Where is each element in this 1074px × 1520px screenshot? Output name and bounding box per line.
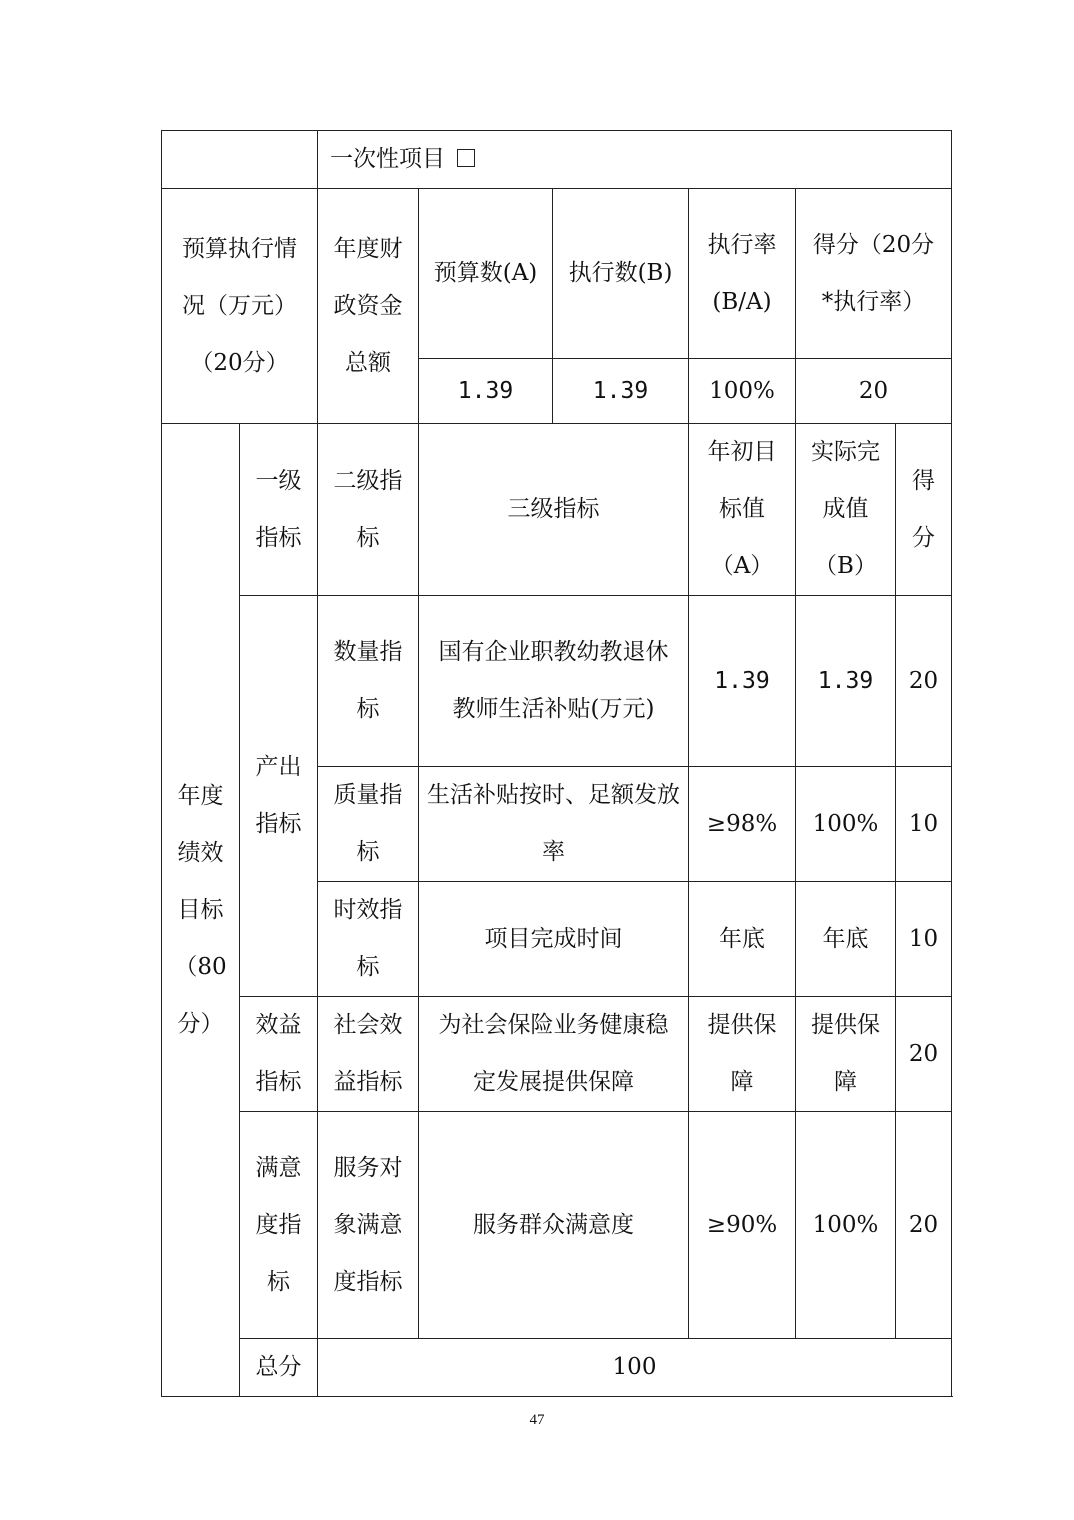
header-score: 得分 [896, 424, 952, 596]
header-target: 年初目标值（A） [689, 424, 796, 596]
score-value: 20 [796, 359, 952, 424]
target-cell: ≥98% [689, 767, 796, 882]
actual-cell: 提供保障 [796, 997, 896, 1112]
actual-cell: 1.39 [796, 596, 896, 767]
page-number: 47 [529, 1412, 545, 1428]
annual-fund-label: 年度财政资金总额 [318, 189, 419, 424]
level1-satisfaction: 满意度指标 [240, 1112, 318, 1339]
target-cell: 1.39 [689, 596, 796, 767]
goals-section-label: 年度绩效目标（80分） [162, 424, 240, 1397]
table-row [162, 596, 952, 767]
target-cell: 年底 [689, 882, 796, 997]
level2-cell: 社会效益指标 [318, 997, 419, 1112]
header-level3: 三级指标 [419, 424, 689, 596]
level1-output: 产出指标 [240, 596, 318, 997]
level3-cell: 项目完成时间 [419, 882, 689, 997]
score-cell: 20 [896, 1112, 952, 1339]
checkbox-icon [457, 149, 475, 167]
level2-cell: 时效指标 [318, 882, 419, 997]
rate-value: 100% [689, 359, 796, 424]
level2-cell: 数量指标 [318, 596, 419, 767]
col-budget-header: 预算数(A) [419, 189, 553, 359]
score-cell: 20 [896, 997, 952, 1112]
actual-cell: 100% [796, 767, 896, 882]
score-cell: 10 [896, 767, 952, 882]
col-rate-header: 执行率(B/A) [689, 189, 796, 359]
level3-cell: 为社会保险业务健康稳定发展提供保障 [419, 997, 689, 1112]
project-type-cell [318, 131, 952, 189]
target-cell: ≥90% [689, 1112, 796, 1339]
performance-table [161, 130, 952, 1397]
table-row [162, 1112, 952, 1339]
budget-value: 1.39 [419, 359, 553, 424]
budget-section-label: 预算执行情况（万元）（20分） [162, 189, 318, 424]
level3-cell: 国有企业职教幼教退休教师生活补贴(万元) [419, 596, 689, 767]
header-level2: 二级指标 [318, 424, 419, 596]
table-row [162, 997, 952, 1112]
level2-cell: 服务对象满意度指标 [318, 1112, 419, 1339]
level1-benefit: 效益指标 [240, 997, 318, 1112]
score-cell: 10 [896, 882, 952, 997]
project-type-label: 一次性项目 [330, 146, 445, 172]
header-level1: 一级指标 [240, 424, 318, 596]
level3-cell: 生活补贴按时、足额发放率 [419, 767, 689, 882]
col-executed-header: 执行数(B) [553, 189, 689, 359]
empty-cell [162, 131, 318, 189]
header-actual: 实际完成值（B） [796, 424, 896, 596]
total-value: 100 [318, 1339, 952, 1397]
actual-cell: 年底 [796, 882, 896, 997]
total-label: 总分 [240, 1339, 318, 1397]
level3-cell: 服务群众满意度 [419, 1112, 689, 1339]
col-score-header: 得分（20分*执行率） [796, 189, 952, 359]
target-cell: 提供保障 [689, 997, 796, 1112]
level2-cell: 质量指标 [318, 767, 419, 882]
executed-value: 1.39 [553, 359, 689, 424]
actual-cell: 100% [796, 1112, 896, 1339]
score-cell: 20 [896, 596, 952, 767]
